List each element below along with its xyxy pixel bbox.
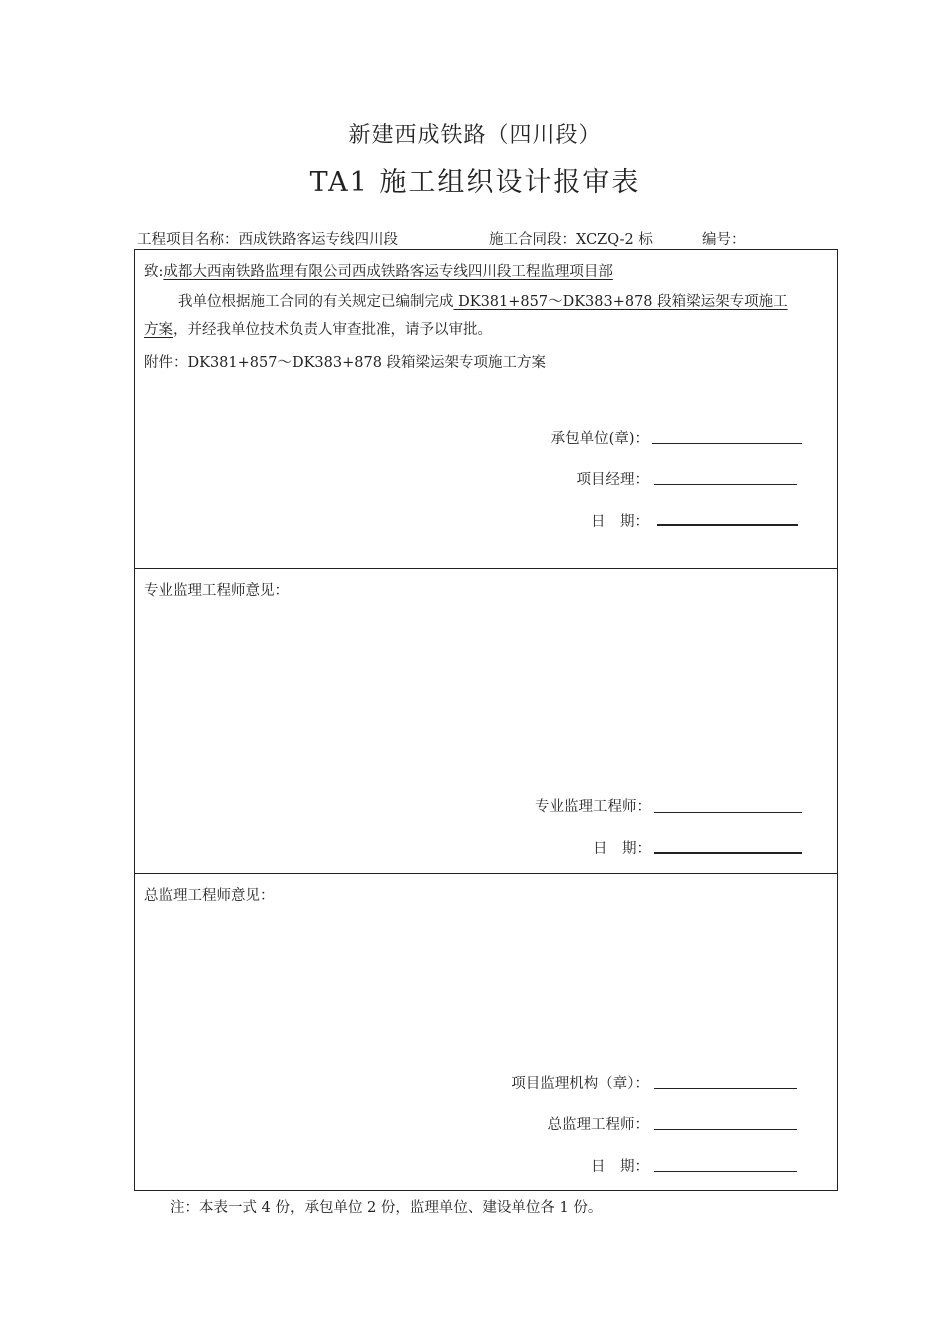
plan-name-a: DK381+857～DK383+878 段箱梁运架专项施工 <box>453 294 788 310</box>
engineer-opinion-section <box>134 568 838 874</box>
engineer-opinion-heading: 专业监理工程师意见： <box>144 583 289 599</box>
chief-engineer-label: 总监理工程师： <box>547 1117 649 1133</box>
date-label-3: 日 期： <box>591 1159 649 1175</box>
plan-name-b: 方案 <box>144 322 173 338</box>
date-label-1: 日 期： <box>591 514 649 530</box>
body-line2 <box>144 318 492 339</box>
engineer-sign-line[interactable] <box>654 812 802 813</box>
chief-opinion-section <box>134 873 838 1191</box>
contractor-seal-label: 承包单位(章)： <box>550 431 649 447</box>
contractor-seal-line[interactable] <box>652 443 802 444</box>
date-line-2[interactable] <box>654 852 802 854</box>
project-manager-label: 项目经理： <box>576 472 649 488</box>
body-text-a: 我单位根据施工合同的有关规定已编制完成 <box>178 294 454 310</box>
addressee-prefix: 致: <box>144 264 164 280</box>
supervision-org-line[interactable] <box>654 1088 797 1089</box>
title-line1: 新建西成铁路（四川段） <box>348 123 602 148</box>
submission-section <box>134 249 838 569</box>
contract-section: 施工合同段：XCZQ-2 标 <box>489 232 653 248</box>
date-label-2: 日 期： <box>593 841 651 857</box>
engineer-sign-label: 专业监理工程师： <box>535 799 651 815</box>
project-name: 工程项目名称：西成铁路客运专线四川段 <box>137 232 398 248</box>
body-line1 <box>178 290 788 311</box>
addressee-org: 成都大西南铁路监理有限公司西成铁路客运专线四川段工程监理项目部 <box>163 264 613 280</box>
title-line2: TA1 施工组织设计报审表 <box>309 167 641 198</box>
supervision-org-label: 项目监理机构（章）： <box>511 1076 649 1092</box>
project-manager-line[interactable] <box>654 484 797 485</box>
date-line-1[interactable] <box>657 524 798 526</box>
date-line-3[interactable] <box>654 1171 797 1172</box>
attachment: 附件：DK381+857～DK383+878 段箱梁运架专项施工方案 <box>144 355 547 371</box>
addressee <box>144 260 613 281</box>
chief-engineer-line[interactable] <box>654 1129 797 1130</box>
form-number-label: 编号： <box>702 232 746 248</box>
body-text-b: ，并经我单位技术负责人审查批准，请予以审批。 <box>173 322 492 338</box>
chief-opinion-heading: 总监理工程师意见： <box>144 888 275 904</box>
footer-note: 注：本表一式 4 份，承包单位 2 份，监理单位、建设单位各 1 份。 <box>170 1200 603 1216</box>
